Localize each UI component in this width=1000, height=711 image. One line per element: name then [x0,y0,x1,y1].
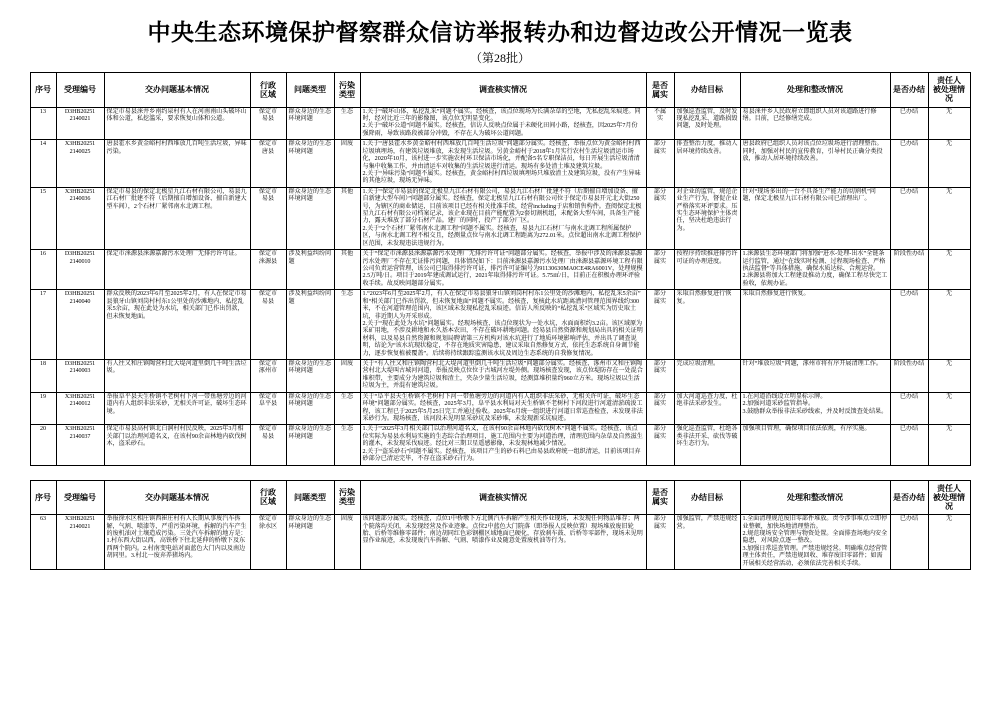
header-pollution-type: 污染 类型 [334,73,360,108]
cell-seq: 14 [30,140,56,188]
header-is-done: 是否办结 [890,73,928,108]
main-table [30,72,971,466]
cell-problem-description: 举报阜平县天生桥镇不老树村下河一带鱼塘旁边的河道内有人组织非法采砂，无相关许可证，破坏生态环境。 [104,392,250,425]
header-responsible: 责任人 被处理情况 [928,73,970,108]
cell-investigation: 1.关于“保定市易县的保定北极星九江石材有限公司，易县九江石材厂批建不符（后期擅自增加设备、擅自新建大型车间）”问题部分属实。经核查，保定北极星九江石材有限公司位于保定市易县开元北大街250号，为辖区的商业储运，目前该项目已经有相关批准手续，经营including于店和销售构件。查阅保定北极星九江石材有限公司档案记录，该企业现在目前产能配置为2套切割机组，未配备大型车间，具备生产能力，露天堆放了部分石材产品。建厂的同时，投产了部分厂区。 2.关于“2个石材厂紧邻南水北调工程”问题不属实。经核查，易县九江石材厂与南水北调工程所属保护区，与南水北调工程不相交且，经测量点位与南水北调工程距离为272.01米。点位超出南水北调工程保护区范围，未发现违法违规行为。 [360,187,646,249]
cell-administrative-area: 保定市 易县 [250,107,286,140]
cell-is-done: 已办结 [890,187,928,249]
header-handling: 处理和整改情况 [740,73,890,108]
header-desc: 交办问题基本情况 [104,73,250,108]
cell-investigation: 1.关于“2025年3月相关部门以治理河道名义，在该村90余亩林地内砍伐树木”问题不属实。经核查，该点位实际为易县水利局实施的生态综合治理项目，施工范围内主要为河道治理，清理范围内杂草及自然滋生的灌木，未发现采伐痕迹。经比对三期卫星遥感影像，未发现林地减少情况。 2.关于“盗采砂石”问题不属实。经核查，该项目产生的砂石料已由易县政府统一组织清运，目前该项目弃砂部分已清运完毕，不存在盗采砂石行为。 [360,425,646,465]
cell-problem-type: 群众身边的生态环境问题 [286,515,334,570]
header-is-true: 是否 属实 [646,73,674,108]
cell-handling: 1.涞源县生态环境部门将加强“进水-处理-出水”全链条运行监管，通过“在线实时检测、过程现场检查、严格执法监督”等具体措施，确保水质达标、合规运营。 2.涞源县将加大工程建设推动力度，确保工程尽快完工验收，依规办证。 [740,250,890,290]
page-title: 中央生态环境保护督察群众信访举报转办和边督边改公开情况一览表 [147,20,853,45]
cell-investigation: 关于“保定市涞源县涞源嘉源污水处理厂无排污许可证”问题部分属实。经核查，举报中涉及的涞源县嘉源污水处理厂不存在无证排污问题，具体情况如下：目前涞源县嘉源污水处理厂由涞源县嘉源环境工程有限公司负责运营管理，该公司已取得排污许可证，排污许可证编号为91130630MA0CE4RA6001V，处理规模2.5万吨/日。项目于2019年建成调试运行，2021年取得排污许可证。5.75㎡/日，目前正在积极办理环评验收手续。故反映问题部分属实。 [360,250,646,290]
cell-handling: 针对“现场多出的一台不具备生产能力的切割机”问题，保定北极星九江石材有限公司已清理出厂。 [740,187,890,249]
table-row [30,425,970,465]
table-header-row [30,73,970,108]
cell-seq: 15 [30,187,56,249]
cell-is-done: 阶段性办结 [890,250,928,290]
cell-administrative-area: 保定市 唐县 [250,140,286,188]
cell-accept-code: X3HB20251 2140025 [56,140,104,188]
header-is-true-2: 是否 属实 [646,480,674,515]
cell-responsible: 无 [928,250,970,290]
header-investigation-2: 调查核实情况 [360,480,646,515]
cell-goal: 强化巡查监管，杜绝各类非法开采、砍伐等破坏生态行为。 [674,425,740,465]
cell-accept-code: D3HB20251 2140010 [56,250,104,290]
cell-is-done: 已办结 [890,140,928,188]
cell-seq: 19 [30,392,56,425]
cell-problem-type: 涉及利益纠纷问题 [286,290,334,360]
cell-pollution-type: 生态 [334,425,360,465]
table-row [30,290,970,360]
table-row [30,360,970,393]
table-row [30,107,970,140]
cell-is-true: 部分 属实 [646,360,674,393]
cell-handling: 1.在河道沿线设立明显标示牌。 2.加强河道采砂监管指导。 3.鼓励群众举报非法采砂线索，并及时反馈查处结果。 [740,392,890,425]
cell-pollution-type: 固废 [334,360,360,393]
cell-problem-type: 群众身边的生态环境问题 [286,187,334,249]
cell-handling: 加强项目管理，确保项目依法依规，有序实施。 [740,425,890,465]
cell-is-done: 已办结 [890,425,928,465]
header-goal-2: 办结目标 [674,480,740,515]
page-subtitle: （第28批） [469,51,530,65]
header-handling-2: 处理和整改情况 [740,480,890,515]
cell-problem-type: 群众身边的生态环境问题 [286,107,334,140]
cell-pollution-type: 生态 [334,107,360,140]
table-row [30,187,970,249]
header-responsible-2: 责任人 被处理情况 [928,480,970,515]
cell-problem-type: 群众身边的生态环境问题 [286,392,334,425]
cell-goal: 加强监管，严禁违规经营。 [674,515,740,570]
cell-pollution-type: 其他 [334,187,360,249]
cell-is-true: 部分 属实 [646,515,674,570]
cell-problem-description: 保定市易县高村镇北白涧村村民反映，2025年3月相关部门以治理河道名义，在该村90余亩林地内砍伐树木，盗采砂石。 [104,425,250,465]
header-problem-type-2: 问题类型 [286,480,334,515]
cell-handling: 1.全面清理规范废旧零部件堆放。责令涉事堆点立即停业整顿，加快场地清理整治。 2.规范现场安全管理与物资处置。全面排查场地内安全隐患，对风险点逐一整改。 3.加强日常巡查管理。严禁违规经营。明确堆点经营管理主体责任，严禁违规回收、堆存废旧零部件；如需开展相关经营活动，必须依法完善相关手续。 [740,515,890,570]
cell-goal: 排查整治力度，推动人居环境持续改善。 [674,140,740,188]
cell-goal: 加大河道巡查力度，杜绝非法采砂发生。 [674,392,740,425]
cell-handling: 针对“堆放垃圾”问题，涿州市将有序开展清理工作。 [740,360,890,393]
cell-goal: 完成垃圾清理。 [674,360,740,393]
header-seq-2: 序号 [30,480,56,515]
cell-goal: 加强巡查监管，及时发现私挖乱采、道路损毁问题，及时处理。 [674,107,740,140]
cell-seq: 17 [30,290,56,360]
cell-responsible: 无 [928,187,970,249]
cell-seq: 20 [30,425,56,465]
cell-accept-code: X3HB20251 2140037 [56,425,104,465]
cell-administrative-area: 保定市 涞源县 [250,250,286,290]
cell-problem-description: 群众反映的2023年6月至2025年2月，有人在保定市易县狼牙山镇刘岗村村东1公里处的沙滩地内，私挖乱采5余亩，现在此处为水坑，相关部门已作出罚款，但未恢复地面。 [104,290,250,360]
cell-problem-type: 群众身边的生态环境问题 [286,140,334,188]
header-area-2: 行政 区域 [250,480,286,515]
cell-is-true: 部分 属实 [646,187,674,249]
header-code-2: 受理编号 [56,480,104,515]
cell-problem-description: 保定市涞源县涞源嘉源污水处理厂无排污许可证。 [104,250,250,290]
cell-pollution-type: 生态 [334,290,360,360]
cell-problem-type: 涉及利益纠纷问题 [286,250,334,290]
cell-investigation: 1.关于“唐县霍水乡黄金峪村村西堆放几百吨生活垃圾”问题部分属实。经核查，举报点位为黄金峪村村西垃圾填埋场，有建筑垃圾堆放，未发现生活垃圾。另黄金峪村于2018年1月实行农村生活垃圾清运市场化，2020年10月，该村进一步实施农村环卫保洁市场化，并配备5名专职保洁员，每日开展生活垃圾清清与集中收集工作，并由清运车对收集的生活垃圾进行清运。现场有多处渣土堆及建筑垃圾。 2.关于“异味污染”问题不属实。经核查，黄金峪村村西垃圾填埋场只堆放渣土及建筑垃圾，没有产生异味的其他垃圾，现场无异味。 [360,140,646,188]
cell-problem-type: 群众身边的生态环境问题 [286,360,334,393]
cell-administrative-area: 保定市 涿州市 [250,360,286,393]
cell-administrative-area: 保定市 易县 [250,187,286,249]
cell-accept-code: D3HB20251 2140003 [56,360,104,393]
table-header-row-2 [30,480,970,515]
cell-responsible: 无 [928,392,970,425]
cell-administrative-area: 保定市 易县 [250,290,286,360]
header-problem-type: 问题类型 [286,73,334,108]
cell-seq: 63 [30,515,56,570]
cell-pollution-type: 生态 [334,392,360,425]
cell-investigation: 关于“阜平县天生桥镇不老树村下河一带鱼塘旁边的河道内有人组织非法采砂，无相关许可证，破坏生态环境”问题部分属实。经核查，2025年3月，阜平县水利局对天生桥镇不老树村下河段进行河道清淤疏浚工程，该工程已于2025年5月25日完工并通过验收。2025年6月统一组织进行河道日常巡查检查，未发现非法采砂行为。现场核查，该河段未见明显采砂坑及采砂堆，未发现新采坑痕迹。 [360,392,646,425]
cell-problem-description: 唐县霍水乡黄金峪村村西堆放几百吨生活垃圾，异味污染。 [104,140,250,188]
cell-is-true: 部分 属实 [646,392,674,425]
cell-problem-description: 保定市易县的保定北极星九江石材有限公司，易县九江石材厂批建不符（后期擅自增加设备、擅自新建大型车间），2个石材厂紧邻南水北调工程。 [104,187,250,249]
header-area: 行政 区域 [250,73,286,108]
cell-problem-description: 保定市易县涞井乡南约泉村有人在河南南山头破坏山体和公道，私挖滥采，要求恢复山体和公道。 [104,107,250,140]
cell-administrative-area: 保定市 徐水区 [250,515,286,570]
cell-is-done: 已办结 [890,290,928,360]
cell-goal: 采取自然修复进行恢复。 [674,290,740,360]
cell-goal: 对企业的监管，规范企业生产行为，督促企业严格落实环评要求。压实生态环境保护主体责任，坚决杜绝违法行为。 [674,187,740,249]
cell-accept-code: D3HB20251 2140021 [56,107,104,140]
header-is-done-2: 是否办结 [890,480,928,515]
cell-accept-code: D3HB20251 2140040 [56,290,104,360]
cell-is-true: 部分 属实 [646,425,674,465]
cell-goal: 按程序持续推进排污许可证的办理进度。 [674,250,740,290]
table-row [30,140,970,188]
cell-handling: 唐县政府已组织人员对该点位垃圾场进行清理整治。同时，加强对村民的宣传教育，引导村民正确分类投放，推动人居环境持续改善。 [740,140,890,188]
cell-responsible: 无 [928,140,970,188]
cell-is-true: 不属 实 [646,107,674,140]
cell-is-true: 部分 属实 [646,250,674,290]
cell-problem-description: 举报徐水区相庄镇西崔庄村有人长期从事废汽车拆解，气割、喷漆等，严重污染环境，拆解的汽车产生的废机油对土壤造成污染。三处汽车拆解的地方是：1.村东西大街以西，高铁桥下往北延伸的桥墩下及东西两个院内。2.村南变电站对面蓝色大门内以及南边胡同里。3.村北一废弃养猪场内。 [104,515,250,570]
table-gap [0,466,1000,480]
main-table-continued [30,480,971,571]
table-row [30,250,970,290]
cell-problem-type: 群众身边的生态环境问题 [286,425,334,465]
cell-problem-description: 有人往又和庄镇陶营村北大堤河道里倒几千吨生活垃圾。 [104,360,250,393]
cell-investigation: 1.“2023年6月至2025年2月，有人在保定市易县狼牙山镇刘岗村村东1公里处的沙滩地内，私挖乱采5余亩”和“相关部门已作出罚款，但未恢复地面”问题不属实。经核查，复核此水坑距离漕河管理范围界线约300米，不在河道管理范围内，该区域未发现私挖乱采痕迹。信访人所反映的“私挖乱采”区域实为历史取土坑，非近期人为开采形成。 2.关于“现在此处为水坑”问题属实。经现场核查，该点位现状为一处水坑，水面面积约3.2亩。该区域原为采矿用地，不涉及耕地和永久基本农田，不存在破坏耕地问题。经易县自然资源和规划局出具的相关证明材料，以及易县自然资源和规划局聘请第三方机构对该水坑进行了地质环境影响评估，并出具了调查说明，结论为“该水坑现状稳定，不存在地质灾害隐患，建议采取自然修复方式，依托生态系统自身调节能力，逐步恢复植被覆盖”。后续将持续跟踪监测该水坑及周边生态系统的自我修复情况。 [360,290,646,360]
header-investigation: 调查核实情况 [360,73,646,108]
cell-is-true: 部分 属实 [646,140,674,188]
cell-is-done: 阶段性办结 [890,360,928,393]
cell-accept-code: X3HB20251 2140012 [56,392,104,425]
cell-responsible: 无 [928,515,970,570]
header-pollution-type-2: 污染 类型 [334,480,360,515]
cell-seq: 16 [30,250,56,290]
cell-is-done: 已办结 [890,392,928,425]
cell-responsible: 无 [928,107,970,140]
table-body [30,107,970,465]
cell-investigation: 1.关于“破坏山体、私挖乱采”问题不属实。经核查，该点位现场为长满杂草的空地，无私挖乱采痕迹。同时，经对比近三年的影像图，该点位无明显变化。 2.关于“破坏公道”问题不属实。经核查，信访人反映点位属于未硬化田间小路，经核查，因2025年7月份强降雨，导致该路段被部分冲毁，不存在人为破坏公道问题。 [360,107,646,140]
table-row [30,392,970,425]
cell-is-done: 已办结 [890,515,928,570]
cell-responsible: 无 [928,360,970,393]
cell-administrative-area: 保定市 阜平县 [250,392,286,425]
table-row [30,515,970,570]
cell-pollution-type: 固废 [334,140,360,188]
table-body-2 [30,515,970,570]
cell-accept-code: X3HB20251 2140036 [56,187,104,249]
cell-responsible: 无 [928,425,970,465]
cell-pollution-type: 其他 [334,250,360,290]
header-code: 受理编号 [56,73,104,108]
cell-seq: 13 [30,107,56,140]
cell-handling: 采取自然修复进行恢复。 [740,290,890,360]
cell-handling: 易县涞井乡人民政府立即组织人员对该道路进行修缮。目前，已经修缮完成。 [740,107,890,140]
header-goal: 办结目标 [674,73,740,108]
cell-is-done: 已办结 [890,107,928,140]
cell-investigation: 关于“有人往又和庄镇陶营村北大堤河道里倒几千吨生活垃圾”问题部分属实。经核查，涿州市又和庄镇陶营村北大堤叫古城河河道，举报反映点位位于古城河左堤外侧。现场核查发现，该点位堤防存在一处混合堆积带，主要成分为建筑垃圾和渣土，夹杂少量生活垃圾，经测算堆积量约960立方米。现场垃圾以生活垃圾为主，并混有建筑垃圾。 [360,360,646,393]
cell-investigation: 该问题部分属实。经核查，点位1中桥墩下方北侧汽车拆解产生相关作业现场，未发现任何物品堆存；两个院落均关闭，未发现经营及作业迹象。点位2中蓝色大门院落（即举报人反映位置）现场堆放废旧轮胎、后桥等维修零部件；南边胡同红色彩钢棚区域地面已硬化，存放刹车鼓、后桥等零部件，现场未见明显作业痕迹，未发现废汽车拆解、气割、喷漆作业及随意处置废机油等行为。 [360,515,646,570]
cell-administrative-area: 保定市 易县 [250,425,286,465]
cell-seq: 18 [30,360,56,393]
cell-pollution-type: 固废 [334,515,360,570]
cell-responsible: 无 [928,290,970,360]
header-desc-2: 交办问题基本情况 [104,480,250,515]
cell-is-true: 部分 属实 [646,290,674,360]
header-seq: 序号 [30,73,56,108]
cell-accept-code: X3HB20251 2140021 [56,515,104,570]
